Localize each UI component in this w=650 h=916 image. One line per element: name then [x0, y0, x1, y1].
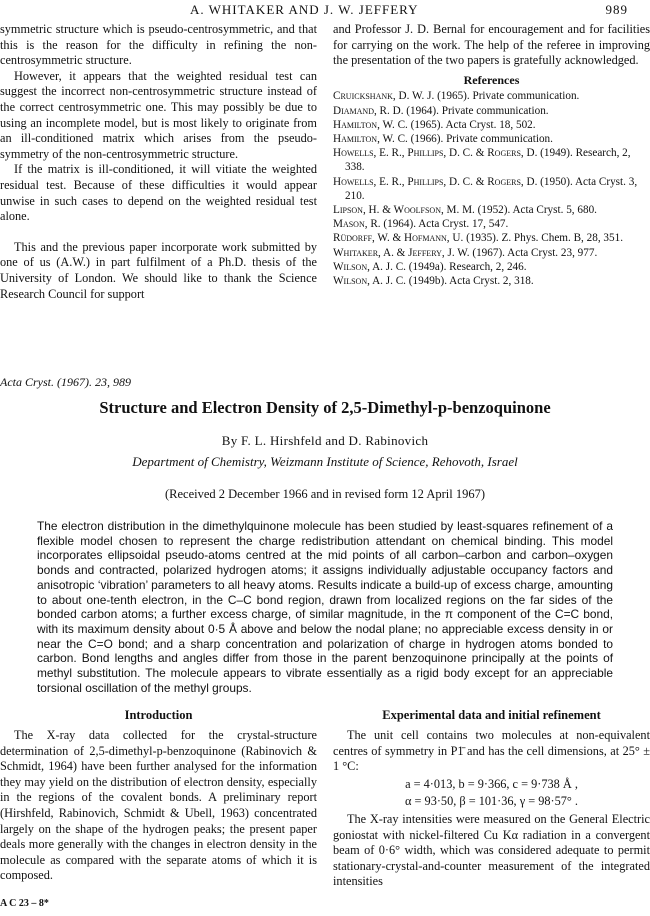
reference-authors: Rüdorff, W. & Hofmann, U. [333, 232, 464, 245]
reference-authors: Hamilton, W. C. [333, 132, 408, 145]
reference-detail: (1964). Acta Cryst. 17, 547. [380, 218, 509, 231]
journal-citation: Acta Cryst. (1967). 23, 989 [0, 375, 131, 389]
reference-detail: (1950). Acta Cryst. 3, 210. [345, 175, 638, 202]
article-title: Structure and Electron Density of 2,5-Dimethyl-p-benzoquinone [99, 398, 551, 417]
reference-item [333, 217, 650, 231]
reference-detail: (1967). Acta Cryst. 23, 977. [469, 246, 598, 259]
reference-item [333, 89, 650, 103]
reference-detail: (1949a). Research, 2, 246. [405, 260, 527, 273]
cell-angles-equation: α = 93·50, β = 101·36, γ = 98·57° . [405, 794, 578, 809]
reference-item [333, 118, 650, 132]
reference-detail: (1949b). Acta Cryst. 2, 318. [405, 275, 534, 288]
reference-item [333, 231, 650, 245]
reference-detail: (1965). Private communication. [434, 90, 580, 103]
reference-item [333, 260, 650, 274]
experimental-body [333, 728, 650, 890]
reference-item [333, 175, 650, 203]
paragraph: If the matrix is ill-conditioned, it will vitiate the weighted residual test. Because of these difficulties it would appear unwise in such cases to depend on the weighted residual test alone. [0, 162, 317, 224]
reference-authors: Diamand, R. D. [333, 104, 404, 117]
reference-item [333, 203, 650, 217]
reference-authors: Howells, E. R., Phillips, D. C. & Rogers, D. [333, 147, 538, 160]
reference-list [333, 89, 650, 288]
page-number: 989 [605, 2, 628, 17]
running-head-authors: A. WHITAKER AND J. W. JEFFERY [190, 2, 419, 17]
acknowledgement-paragraph: This and the previous paper incorporate work submitted by one of us (A.W.) in part fulfilment of a Ph.D. thesis of the University of London. We should like to thank the Science Research Council for support [0, 239, 317, 301]
references-heading: References [463, 72, 520, 87]
reference-detail: (1965). Acta Cryst. 18, 502. [407, 118, 536, 131]
reference-detail: (1952). Acta Cryst. 5, 680. [474, 204, 597, 216]
reference-item [333, 146, 650, 174]
received-date: (Received 2 December 1966 and in revised form 12 April 1967) [164, 487, 486, 501]
footer-signature: A C 23 – 8* [0, 898, 49, 909]
reference-authors: Lipson, H. & Woolfson, M. M. [333, 204, 475, 216]
acknowledgement-continued: and Professor J. D. Bernal for encouragement and for facilities for carrying on the work. The help of the referee in improving the presentation of the two papers is gratefully acknowledged. [333, 22, 650, 68]
reference-authors: Wilson, A. J. C. [333, 260, 406, 273]
reference-authors: Cruickshank, D. W. J. [333, 90, 435, 103]
paragraph: The X-ray intensities were measured on the General Electric goniostat with nickel-filtered Cu Kα radiation in a convergent beam of 0·6° width, which was considered adequate to permit stationary-crystal-and-counter measurement of the integrated intensities [333, 811, 650, 889]
reference-item [333, 132, 650, 146]
reference-detail: (1935). Z. Phys. Chem. B, 28, 351. [463, 232, 623, 245]
cell-dimensions-equation: a = 4·013, b = 9·366, c = 9·738 Å , [405, 776, 578, 791]
reference-detail: (1949). Research, 2, 338. [345, 147, 631, 174]
reference-detail: (1964). Private communication. [403, 104, 549, 117]
reference-item [333, 246, 650, 260]
introduction-body [0, 728, 317, 884]
right-column [333, 22, 650, 288]
left-column [0, 22, 317, 302]
reference-authors: Mason, R. [333, 218, 381, 231]
introduction-heading: Introduction [124, 708, 193, 722]
reference-item [333, 274, 650, 288]
paragraph: symmetric structure which is pseudo-centrosymmetric, and that this is the reason for the difficulty in refining the non-centrosymmetric structure. [0, 22, 317, 68]
affiliation: Department of Chemistry, Weizmann Institute of Science, Rehovoth, Israel [132, 454, 518, 469]
reference-item [333, 104, 650, 118]
reference-authors: Whitaker, A. & Jeffery, J. W. [333, 246, 470, 259]
paragraph: However, it appears that the weighted residual test can suggest the incorrect non-centrosymmetric structure instead of the correct centrosymmetric one. This may possibly be due to using an incomplete model, but is most likely to originate from an ill-conditioned matrix which arises from the pseudo-symmetry of the non-centrosymmetric structure. [0, 68, 317, 161]
byline: By F. L. Hirshfeld and D. Rabinovich [221, 433, 429, 448]
reference-authors: Hamilton, W. C. [333, 118, 408, 131]
abstract: The electron distribution in the dimethylquinone molecule has been studied by least-squares refinement of a flexible model chosen to represent the charge redistribution attendant on chemical binding. This model incorporates ellipsoidal pseudo-atoms centred at the mid points of all carbon–carbon and carbon–oxygen bonds and contracted, polarized hydrogen atoms; it assigns individually adjustable occupancy factors and anisotropic ‘vibration’ parameters to all heavy atoms. Results indicate a build-up of excess charge, amounting to about one-tenth electron, in the C–C bond region, drawn from localized regions on the far sides of the bonded carbon atoms; a further excess charge, of similar magnitude, in the π component of the C=C bond, with its maximum density about 0·5 Å above and below the nodal plane; no appreciable excess density in or near the C=O bond; and a sharp concentration and polarization of charge in hydrogen atoms bonded to carbon. Bond lengths and angles differ from those in the parent benzoquinone principally at the points of methyl substitution. The molecule appears to vibrate essentially as a rigid body except for an appreciable torsional oscillation of the methyl groups. [37, 519, 613, 695]
paragraph: The unit cell contains two molecules at non-equivalent centres of symmetry in P1̄ and has the cell dimensions, at 25° ± 1 °C: [333, 728, 650, 774]
experimental-heading: Experimental data and initial refinement [382, 708, 601, 722]
reference-authors: Howells, E. R., Phillips, D. C. & Rogers, D. [333, 175, 538, 188]
reference-detail: (1966). Private communication. [407, 132, 553, 145]
paragraph: The X-ray data collected for the crystal-structure determination of 2,5-dimethyl-p-benzoquinone (Rabinovich & Schmidt, 1964) have been further analysed for the information they may yield on the distribution of electron density, especially in the regions of the covalent bonds. A preliminary report (Hirshfeld, Rabinovich, Schmidt & Ubell, 1963) concentrated largely on the shape of the hydrogen peaks; the present paper deals more generally with the changes in electron density in the molecule as compared with the separate atoms of which it is composed. [0, 728, 317, 883]
reference-authors: Wilson, A. J. C. [333, 275, 406, 288]
